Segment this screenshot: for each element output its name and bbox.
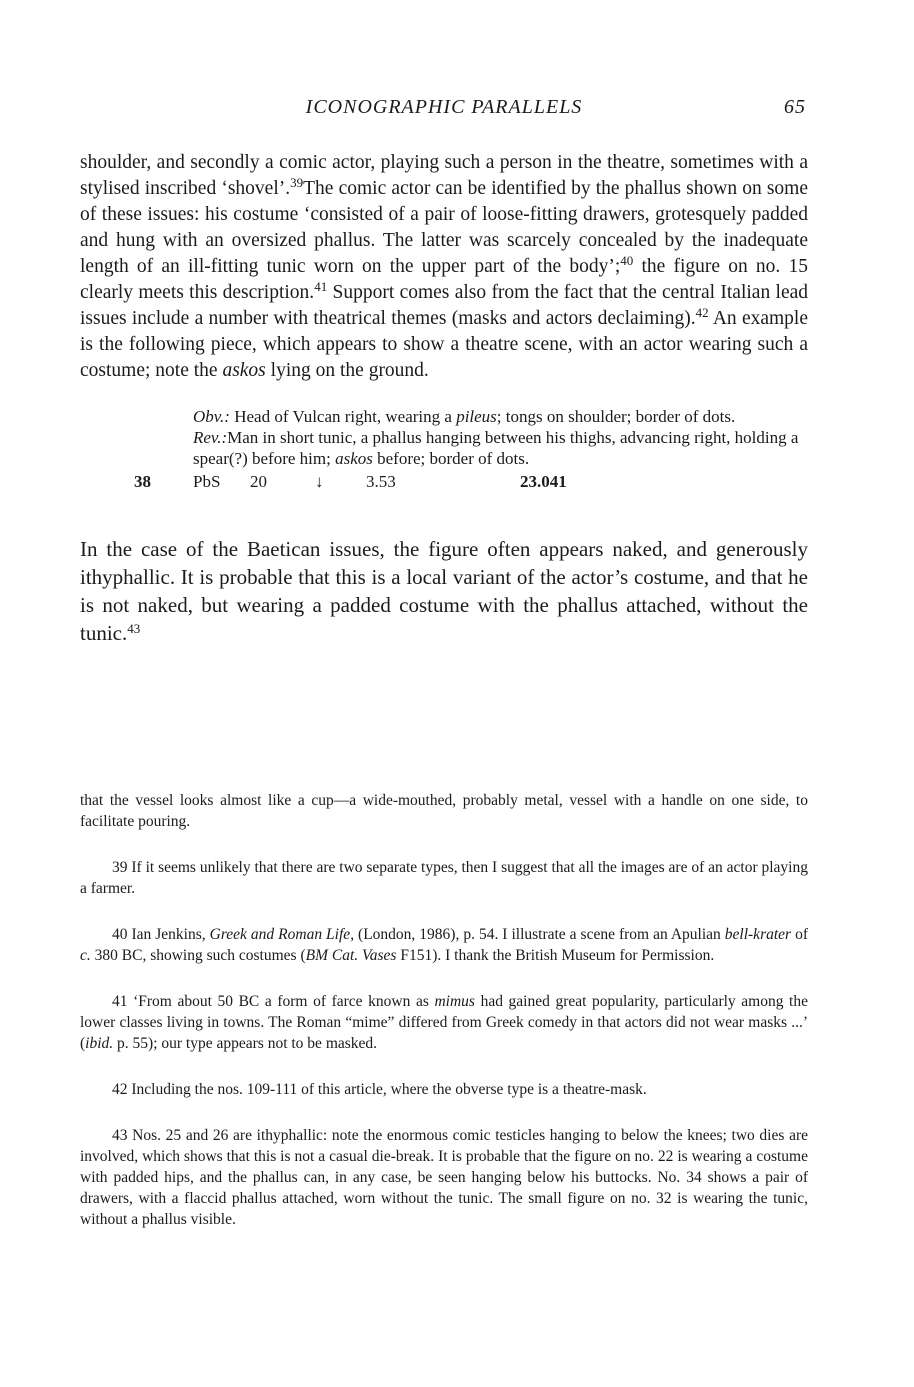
italic-term: ibid. xyxy=(85,1035,114,1052)
italic-term: mimus xyxy=(434,993,475,1010)
footnotes xyxy=(80,790,808,1255)
footnote-ref-40[interactable]: 40 xyxy=(620,253,634,268)
footnote-39: 39 If it seems unlikely that there are two separate types, then I suggest that all the images are of an actor playing a farmer. xyxy=(80,859,808,897)
text-run: The comic actor can be identified by the phallus shown on some of these issues: his costume ‘consisted of a pair of loose-fitting drawers, grotesquely padded and hung with an oversized phallus. The latter was scarcely concealed by the inadequate length of an ill-fitting tunic worn on the upper part of the body’; xyxy=(80,178,809,277)
text-run: In the case of the Baetican issues, the figure often appears naked, and generously ithyphallic. It is probable that this is a local variant of the actor’s costume, and that he is not naked, but wearing a padded costume with the phallus attached, without the tunic. xyxy=(80,537,808,645)
body-paragraph-1 xyxy=(80,150,808,384)
page-number: 65 xyxy=(784,96,806,118)
text-run: shoulder, and secondly a comic actor, playing such a person in the theatre, sometimes with a stylised inscribed ‘shovel’. xyxy=(80,152,808,199)
text-run: , (London, 1986), p. 54. I illustrate a scene from an Apulian xyxy=(350,926,725,943)
reverse-description xyxy=(80,427,808,469)
footnote-ref-43[interactable]: 43 xyxy=(127,621,141,636)
catalogue-number: 38 xyxy=(134,472,151,491)
weight: 3.53 xyxy=(366,472,396,491)
italic-term: askos xyxy=(222,360,266,381)
footnote-ref-39[interactable]: 39 xyxy=(290,175,304,190)
reverse-label: Rev.: xyxy=(193,428,228,447)
text-run: 41 ‘From about 50 BC a form of farce known as xyxy=(112,993,435,1010)
text-run: lying on the ground. xyxy=(265,360,429,381)
footnote-41 xyxy=(80,991,808,1054)
italic-term: c. xyxy=(80,947,91,964)
size: 20 xyxy=(250,472,267,491)
footnote-43: 43 Nos. 25 and 26 are ithyphallic: note the enormous comic testicles hanging to below the knees; two dies are involved, which shows that this is not a casual die-break. It is probable that the figure on no. 22 is wearing a costume with padded hips, and the phallus can, in any case, be seen hanging below his buttocks. No. 34 shows a pair of drawers, with a flaccid phallus attached, worn without the tunic. The small figure on no. 32 is wearing the tunic, without a phallus visible. xyxy=(80,1127,808,1228)
reference-number: 23.041 xyxy=(520,472,567,491)
running-head xyxy=(80,96,808,124)
obverse-label: Obv.: xyxy=(193,407,230,426)
text-run: Head of Vulcan right, wearing a xyxy=(229,407,457,426)
text-run: had gained great popularity, particularly among the lower classes living in towns. The Roman “mime” differed from Greek comedy in that actors did not wear masks ...’ ( xyxy=(80,993,808,1052)
text-run: ; tongs on shoulder; border of dots. xyxy=(496,407,736,426)
text-run: of xyxy=(791,926,808,943)
page-content xyxy=(80,96,808,647)
running-title: ICONOGRAPHIC PARALLELS xyxy=(305,96,583,118)
footnote-40 xyxy=(80,924,808,966)
text-run: F151). I thank the British Museum for Permission. xyxy=(396,947,715,964)
text-run: Man in short tunic, a phallus hanging between his thighs, advancing right, holding a spear(?) before him; xyxy=(193,428,799,468)
text-run: before; border of dots. xyxy=(372,449,530,468)
italic-term: pileus xyxy=(456,407,497,426)
footnote-42: 42 Including the nos. 109-111 of this article, where the obverse type is a theatre-mask. xyxy=(112,1081,647,1098)
footnote-ref-41[interactable]: 41 xyxy=(314,279,328,294)
entry-meta-row xyxy=(80,471,808,497)
italic-term: BM Cat. Vases xyxy=(305,947,397,964)
text-run: Support comes also from the fact that the central Italian lead issues include a number with theatrical themes (masks and actors declaiming). xyxy=(80,282,808,329)
text-run: p. 55); our type appears not to be masked. xyxy=(113,1035,378,1052)
text-run: An example is the following piece, which appears to show a theatre scene, with an actor wearing such a costume; note the xyxy=(80,308,808,381)
text-run: 40 Ian Jenkins, xyxy=(112,926,210,943)
footnote-continued: that the vessel looks almost like a cup—a wide-mouthed, probably metal, vessel with a handle on one side, to facilitate pouring. xyxy=(80,792,808,830)
italic-term: askos xyxy=(335,449,373,468)
obverse-description xyxy=(80,406,808,427)
metal: PbS xyxy=(193,472,221,491)
die-axis-arrow-icon: ↓ xyxy=(315,472,324,491)
italic-term: Greek and Roman Life xyxy=(209,926,351,943)
text-run: 380 BC, showing such costumes ( xyxy=(90,947,306,964)
footnote-ref-42[interactable]: 42 xyxy=(695,305,709,320)
text-run: the figure on no. 15 clearly meets this description. xyxy=(80,256,808,303)
body-paragraph-2 xyxy=(80,535,808,647)
catalogue-entry xyxy=(80,406,808,497)
italic-term: bell-krater xyxy=(724,926,792,943)
